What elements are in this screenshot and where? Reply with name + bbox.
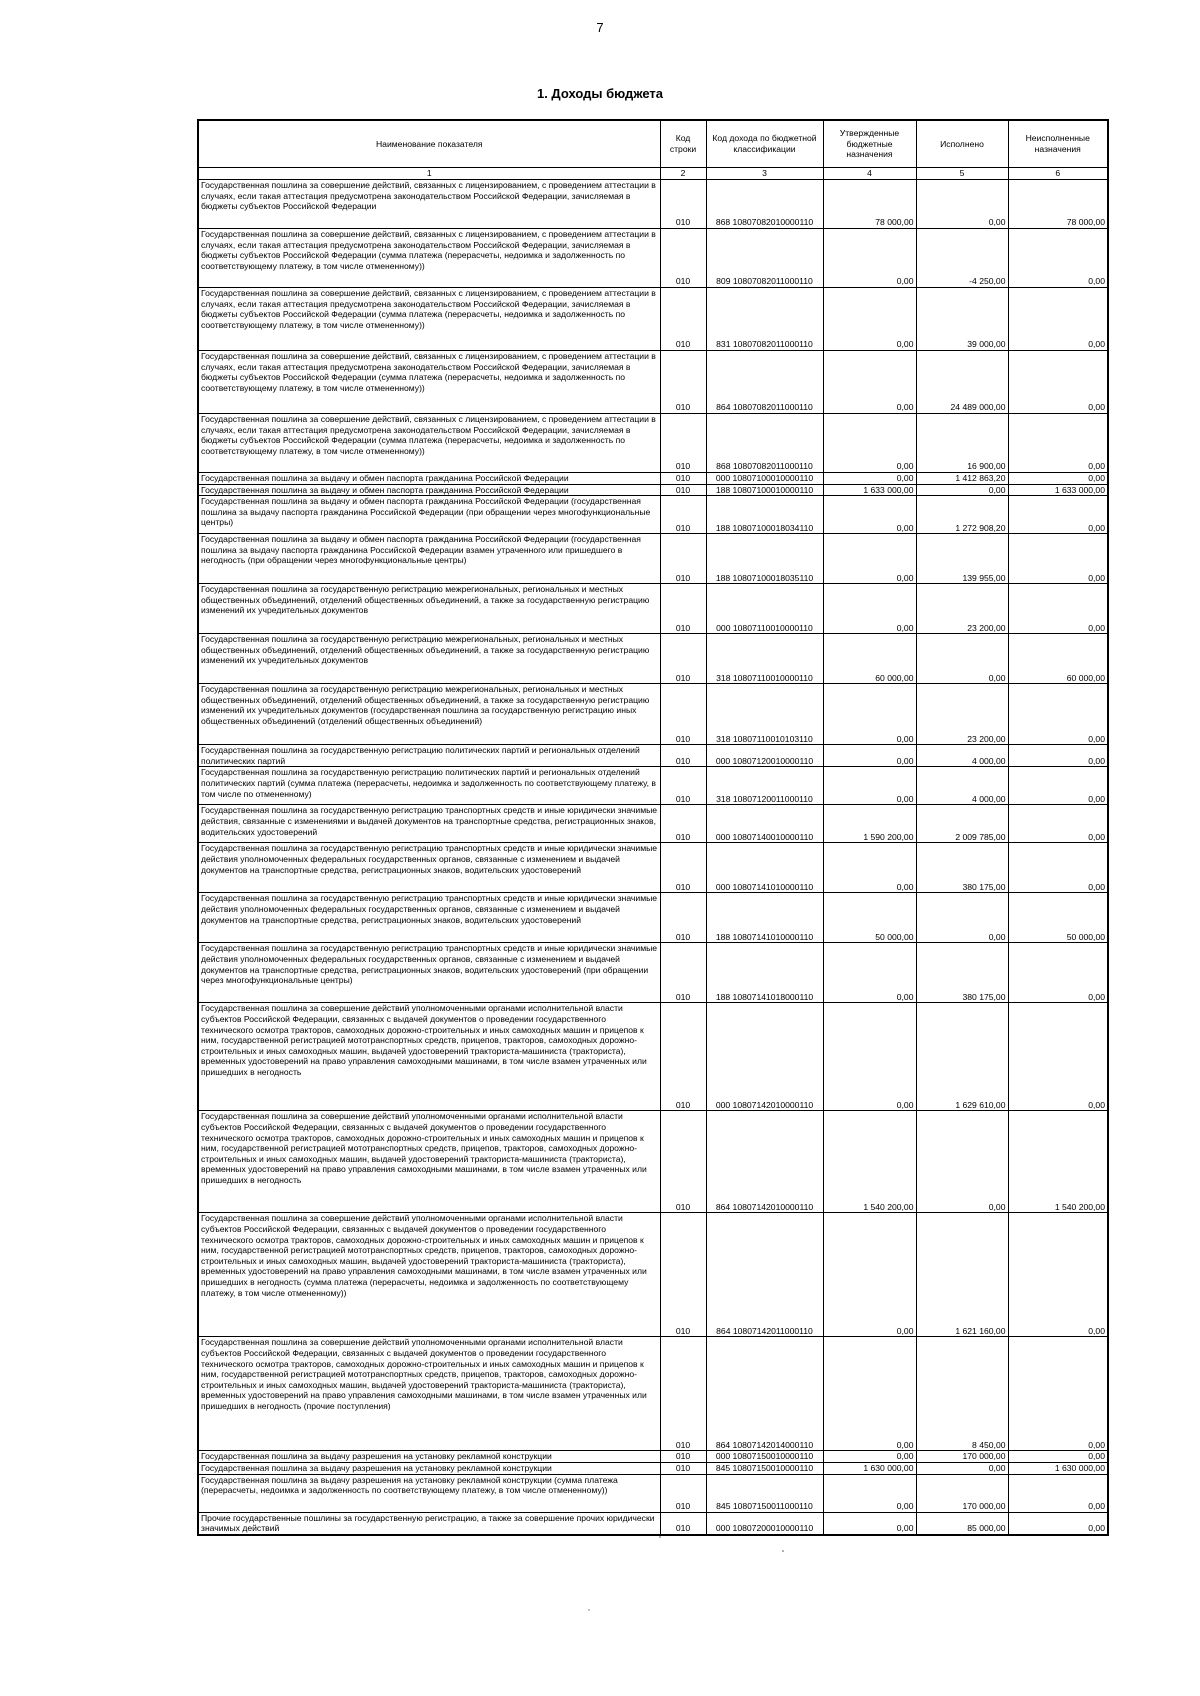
row-line-code: 010: [660, 1512, 706, 1535]
row-name: Государственная пошлина за выдачу и обмен паспорта гражданина Российской Федерации (государственная пошлина за выдачу паспорта гражданина Российской Федерации взамен утраченного или пришедшего в негодность (при обращении через многофункциональные центры): [198, 534, 660, 584]
row-name: Государственная пошлина за совершение действий, связанных с лицензированием, с проведением аттестации в случаях, если такая аттестация предусмотрена законодательством Российской Федерации, зачисляемая в бюджеты субъектов Российской Федерации: [198, 180, 660, 229]
row-approved: 1 633 000,00: [823, 484, 916, 496]
page-title: 1. Доходы бюджета: [536, 86, 664, 101]
row-name: Государственная пошлина за выдачу разрешения на установку рекламной конструкции (сумма платежа (перерасчеты, недоимка и задолженность по соответствующему платежу, в том числе отмененному)): [198, 1474, 660, 1512]
row-approved: 0,00: [823, 1512, 916, 1535]
row-line-code: 010: [660, 414, 706, 473]
row-executed: 23 200,00: [916, 684, 1008, 745]
row-name: Государственная пошлина за совершение действий, связанных с лицензированием, с проведением аттестации в случаях, если такая аттестация предусмотрена законодательством Российской Федерации, зачисляемая в бюджеты субъектов Российской Федерации (сумма платежа (перерасчеты, недоимка и задолженность по соответствующему платежу, в том числе отмененному)): [198, 229, 660, 288]
row-approved: 1 590 200,00: [823, 805, 916, 843]
row-name: Государственная пошлина за выдачу разрешения на установку рекламной конструкции: [198, 1462, 660, 1474]
row-name: Государственная пошлина за государственную регистрацию межрегиональных, региональных и местных общественных объединений, отделений общественных объединений, а также за государственную регистрацию изменений их учредительных документов: [198, 634, 660, 684]
col-header-unexecuted: Неисполненные назначения: [1008, 120, 1108, 168]
row-approved: 0,00: [823, 534, 916, 584]
row-line-code: 010: [660, 767, 706, 805]
row-executed: 1 412 863,20: [916, 473, 1008, 485]
row-executed: 170 000,00: [916, 1474, 1008, 1512]
row-line-code: 010: [660, 288, 706, 351]
row-unexecuted: 50 000,00: [1008, 893, 1108, 943]
row-kbk: 188 10807100018034110: [706, 496, 823, 534]
row-line-code: 010: [660, 351, 706, 414]
row-executed: 139 955,00: [916, 534, 1008, 584]
row-executed: 0,00: [916, 634, 1008, 684]
row-approved: 0,00: [823, 745, 916, 767]
col-number: 6: [1008, 168, 1108, 180]
row-kbk: 864 10807142011000110: [706, 1213, 823, 1337]
row-approved: 0,00: [823, 1003, 916, 1111]
row-executed: 85 000,00: [916, 1512, 1008, 1535]
row-line-code: 010: [660, 943, 706, 1003]
row-kbk: 000 10807142010000110: [706, 1003, 823, 1111]
row-line-code: 010: [660, 745, 706, 767]
row-name: Государственная пошлина за государственную регистрацию межрегиональных, региональных и местных общественных объединений, отделений общественных объединений, а также за государственную регистрацию изменений их учредительных документов (государственная пошлина за государственную регистрацию иных общественных объединений (отделений общественных объединений): [198, 684, 660, 745]
row-executed: 0,00: [916, 484, 1008, 496]
row-executed: 24 489 000,00: [916, 351, 1008, 414]
row-approved: 0,00: [823, 351, 916, 414]
row-executed: -4 250,00: [916, 229, 1008, 288]
row-kbk: 868 10807082010000110: [706, 180, 823, 229]
row-unexecuted: 0,00: [1008, 1512, 1108, 1535]
row-line-code: 010: [660, 805, 706, 843]
row-line-code: 010: [660, 1462, 706, 1474]
row-line-code: 010: [660, 1003, 706, 1111]
row-executed: 1 272 908,20: [916, 496, 1008, 534]
row-line-code: 010: [660, 893, 706, 943]
row-unexecuted: 0,00: [1008, 229, 1108, 288]
row-kbk: 000 10807110010000110: [706, 584, 823, 634]
row-line-code: 010: [660, 1474, 706, 1512]
row-line-code: 010: [660, 496, 706, 534]
row-kbk: 000 10807150010000110: [706, 1451, 823, 1463]
row-approved: 0,00: [823, 414, 916, 473]
row-approved: 1 540 200,00: [823, 1111, 916, 1213]
row-line-code: 010: [660, 1451, 706, 1463]
row-approved: 0,00: [823, 943, 916, 1003]
row-executed: 16 900,00: [916, 414, 1008, 473]
row-kbk: 000 10807120010000110: [706, 745, 823, 767]
row-name: Государственная пошлина за совершение действий уполномоченными органами исполнительной власти субъектов Российской Федерации, связанных с выдачей документов о проведении государственного технического осмотра тракторов, самоходных дорожно-строительных и иных самоходных машин и прицепов к ним, государственной регистрацией мототранспортных средств, прицепов, тракторов, самоходных дорожно-строительных и иных самоходных машин, выдачей удостоверений тракториста-машиниста (тракториста), временных удостоверений на право управления самоходными машинами, в том числе взамен утраченных или пришедших в негодность: [198, 1003, 660, 1111]
col-number: 1: [198, 168, 660, 180]
col-header-approved: Утвержденные бюджетные назначения: [823, 120, 916, 168]
row-name: Государственная пошлина за совершение действий уполномоченными органами исполнительной власти субъектов Российской Федерации, связанных с выдачей документов о проведении государственного технического осмотра тракторов, самоходных дорожно-строительных и иных самоходных машин и прицепов к ним, государственной регистрацией мототранспортных средств, прицепов, тракторов, самоходных дорожно-строительных и иных самоходных машин, выдачей удостоверений тракториста-машиниста (тракториста), временных удостоверений на право управления самоходными машинами, в том числе взамен утраченных или пришедших в негодность (сумма платежа (перерасчеты, недоимка и задолженность по соответствующему платежу, в том числе отмененному)): [198, 1213, 660, 1337]
row-approved: 1 630 000,00: [823, 1462, 916, 1474]
row-approved: 0,00: [823, 496, 916, 534]
row-unexecuted: 60 000,00: [1008, 634, 1108, 684]
row-unexecuted: 0,00: [1008, 1474, 1108, 1512]
row-line-code: 010: [660, 634, 706, 684]
row-name: Государственная пошлина за государственную регистрацию политических партий и региональных отделений политических партий (сумма платежа (перерасчеты, недоимка и задолженность по соответствующему платежу, в том числе по отмененному): [198, 767, 660, 805]
row-kbk: 000 10807141010000110: [706, 843, 823, 893]
row-line-code: 010: [660, 843, 706, 893]
col-number: 4: [823, 168, 916, 180]
row-kbk: 318 10807110010000110: [706, 634, 823, 684]
row-line-code: 010: [660, 229, 706, 288]
row-unexecuted: 0,00: [1008, 534, 1108, 584]
row-name: Прочие государственные пошлины за государственную регистрацию, а также за совершение прочих юридически значимых действий: [198, 1512, 660, 1535]
row-executed: 380 175,00: [916, 843, 1008, 893]
row-approved: 0,00: [823, 584, 916, 634]
row-executed: 8 450,00: [916, 1337, 1008, 1451]
row-executed: 1 629 610,00: [916, 1003, 1008, 1111]
row-executed: 170 000,00: [916, 1451, 1008, 1463]
row-unexecuted: 0,00: [1008, 805, 1108, 843]
row-approved: 0,00: [823, 1337, 916, 1451]
row-unexecuted: 0,00: [1008, 473, 1108, 485]
row-name: Государственная пошлина за совершение действий уполномоченными органами исполнительной власти субъектов Российской Федерации, связанных с выдачей документов о проведении государственного технического осмотра тракторов, самоходных дорожно-строительных и иных самоходных машин и прицепов к ним, государственной регистрацией мототранспортных средств, прицепов, тракторов, самоходных дорожно-строительных и иных самоходных машин, выдачей удостоверений тракториста-машиниста (тракториста), временных удостоверений на право управления самоходными машинами, в том числе взамен утраченных или пришедших в негодность (прочие поступления): [198, 1337, 660, 1451]
row-unexecuted: 0,00: [1008, 414, 1108, 473]
row-kbk: 188 10807100010000110: [706, 484, 823, 496]
col-header-line-code: Код строки: [660, 120, 706, 168]
row-line-code: 010: [660, 1337, 706, 1451]
page-number: 7: [596, 20, 604, 35]
row-kbk: 831 10807082011000110: [706, 288, 823, 351]
row-name: Государственная пошлина за государственную регистрацию межрегиональных, региональных и местных общественных объединений, отделений общественных объединений, а также за государственную регистрацию изменений их учредительных документов: [198, 584, 660, 634]
row-unexecuted: 0,00: [1008, 767, 1108, 805]
row-kbk: 864 10807142014000110: [706, 1337, 823, 1451]
row-executed: 0,00: [916, 1462, 1008, 1474]
row-unexecuted: 0,00: [1008, 584, 1108, 634]
row-name: Государственная пошлина за совершение действий, связанных с лицензированием, с проведением аттестации в случаях, если такая аттестация предусмотрена законодательством Российской Федерации, зачисляемая в бюджеты субъектов Российской Федерации (сумма платежа (перерасчеты, недоимка и задолженность по соответствующему платежу, в том числе отмененному)): [198, 414, 660, 473]
row-line-code: 010: [660, 180, 706, 229]
row-approved: 0,00: [823, 767, 916, 805]
row-kbk: 188 10807141010000110: [706, 893, 823, 943]
row-unexecuted: 1 633 000,00: [1008, 484, 1108, 496]
row-line-code: 010: [660, 473, 706, 485]
row-executed: 380 175,00: [916, 943, 1008, 1003]
row-unexecuted: 0,00: [1008, 745, 1108, 767]
row-unexecuted: 0,00: [1008, 1337, 1108, 1451]
row-executed: 0,00: [916, 893, 1008, 943]
row-unexecuted: 1 630 000,00: [1008, 1462, 1108, 1474]
row-approved: 60 000,00: [823, 634, 916, 684]
row-kbk: 845 10807150011000110: [706, 1474, 823, 1512]
row-kbk: 000 10807140010000110: [706, 805, 823, 843]
row-approved: 0,00: [823, 288, 916, 351]
row-approved: 0,00: [823, 473, 916, 485]
row-executed: 4 000,00: [916, 745, 1008, 767]
row-approved: 0,00: [823, 1474, 916, 1512]
col-number: 5: [916, 168, 1008, 180]
row-approved: 50 000,00: [823, 893, 916, 943]
row-unexecuted: 78 000,00: [1008, 180, 1108, 229]
row-executed: 4 000,00: [916, 767, 1008, 805]
row-executed: 2 009 785,00: [916, 805, 1008, 843]
row-name: Государственная пошлина за совершение действий уполномоченными органами исполнительной власти субъектов Российской Федерации, связанных с выдачей документов о проведении государственного технического осмотра тракторов, самоходных дорожно-строительных и иных самоходных машин и прицепов к ним, государственной регистрацией мототранспортных средств, прицепов, тракторов, самоходных дорожно-строительных и иных самоходных машин, выдачей удостоверений тракториста-машиниста (тракториста), временных удостоверений на право управления самоходными машинами, в том числе взамен утраченных или пришедших в негодность: [198, 1111, 660, 1213]
row-name: Государственная пошлина за выдачу и обмен паспорта гражданина Российской Федерации: [198, 473, 660, 485]
row-line-code: 010: [660, 484, 706, 496]
row-name: Государственная пошлина за выдачу и обмен паспорта гражданина Российской Федерации: [198, 484, 660, 496]
row-kbk: 864 10807082011000110: [706, 351, 823, 414]
row-executed: 1 621 160,00: [916, 1213, 1008, 1337]
row-name: Государственная пошлина за выдачу и обмен паспорта гражданина Российской Федерации (государственная пошлина за выдачу паспорта гражданина Российской Федерации (при обращении через многофункциональные центры): [198, 496, 660, 534]
row-kbk: 188 10807100018035110: [706, 534, 823, 584]
row-unexecuted: 0,00: [1008, 1003, 1108, 1111]
row-executed: 39 000,00: [916, 288, 1008, 351]
row-name: Государственная пошлина за совершение действий, связанных с лицензированием, с проведением аттестации в случаях, если такая аттестация предусмотрена законодательством Российской Федерации, зачисляемая в бюджеты субъектов Российской Федерации (сумма платежа (перерасчеты, недоимка и задолженность по соответствующему платежу, в том числе отмененному)): [198, 288, 660, 351]
row-unexecuted: 1 540 200,00: [1008, 1111, 1108, 1213]
row-name: Государственная пошлина за государственную регистрацию транспортных средств и иные юридически значимые действия, связанные с изменениями и выдачей документов на транспортные средства, регистрационных знаков, водительских удостоверений: [198, 805, 660, 843]
row-kbk: 000 10807100010000110: [706, 473, 823, 485]
row-name: Государственная пошлина за выдачу разрешения на установку рекламной конструкции: [198, 1451, 660, 1463]
col-number: 2: [660, 168, 706, 180]
col-header-kbk: Код дохода по бюджетной классификации: [706, 120, 823, 168]
row-name: Государственная пошлина за совершение действий, связанных с лицензированием, с проведением аттестации в случаях, если такая аттестация предусмотрена законодательством Российской Федерации, зачисляемая в бюджеты субъектов Российской Федерации (сумма платежа (перерасчеты, недоимка и задолженность по соответствующему платежу, в том числе отмененному)): [198, 351, 660, 414]
row-approved: 0,00: [823, 684, 916, 745]
row-unexecuted: 0,00: [1008, 496, 1108, 534]
row-line-code: 010: [660, 534, 706, 584]
row-executed: 23 200,00: [916, 584, 1008, 634]
row-kbk: 318 10807110010103110: [706, 684, 823, 745]
col-number: 3: [706, 168, 823, 180]
row-executed: 0,00: [916, 180, 1008, 229]
row-unexecuted: 0,00: [1008, 1213, 1108, 1337]
row-kbk: 868 10807082011000110: [706, 414, 823, 473]
row-kbk: 809 10807082011000110: [706, 229, 823, 288]
row-kbk: 845 10807150010000110: [706, 1462, 823, 1474]
row-approved: 0,00: [823, 843, 916, 893]
row-line-code: 010: [660, 684, 706, 745]
col-header-executed: Исполнено: [916, 120, 1008, 168]
row-name: Государственная пошлина за государственную регистрацию транспортных средств и иные юридически значимые действия уполномоченных федеральных государственных органов, связанные с изменением и выдачей документов на транспортные средства, регистрационных знаков, водительских удостоверений: [198, 843, 660, 893]
row-unexecuted: 0,00: [1008, 684, 1108, 745]
row-line-code: 010: [660, 1213, 706, 1337]
row-executed: 0,00: [916, 1111, 1008, 1213]
row-kbk: 864 10807142010000110: [706, 1111, 823, 1213]
row-kbk: 000 10807200010000110: [706, 1512, 823, 1535]
row-unexecuted: 0,00: [1008, 843, 1108, 893]
row-approved: 0,00: [823, 229, 916, 288]
row-unexecuted: 0,00: [1008, 1451, 1108, 1463]
row-unexecuted: 0,00: [1008, 288, 1108, 351]
row-line-code: 010: [660, 1111, 706, 1213]
row-approved: 0,00: [823, 1451, 916, 1463]
row-name: Государственная пошлина за государственную регистрацию политических партий и региональных отделений политических партий: [198, 745, 660, 767]
row-approved: 78 000,00: [823, 180, 916, 229]
row-unexecuted: 0,00: [1008, 351, 1108, 414]
row-approved: 0,00: [823, 1213, 916, 1337]
row-name: Государственная пошлина за государственную регистрацию транспортных средств и иные юридически значимые действия уполномоченных федеральных государственных органов, связанные с изменением и выдачей документов на транспортные средства, регистрационных знаков, водительских удостоверений (при обращении через многофункциональные центры): [198, 943, 660, 1003]
col-header-name: Наименование показателя: [198, 120, 660, 168]
row-line-code: 010: [660, 584, 706, 634]
row-kbk: 318 10807120011000110: [706, 767, 823, 805]
row-name: Государственная пошлина за государственную регистрацию транспортных средств и иные юридически значимые действия уполномоченных федеральных государственных органов, связанные с изменением и выдачей документов на транспортные средства, регистрационных знаков, водительских удостоверений: [198, 893, 660, 943]
row-unexecuted: 0,00: [1008, 943, 1108, 1003]
row-kbk: 188 10807141018000110: [706, 943, 823, 1003]
